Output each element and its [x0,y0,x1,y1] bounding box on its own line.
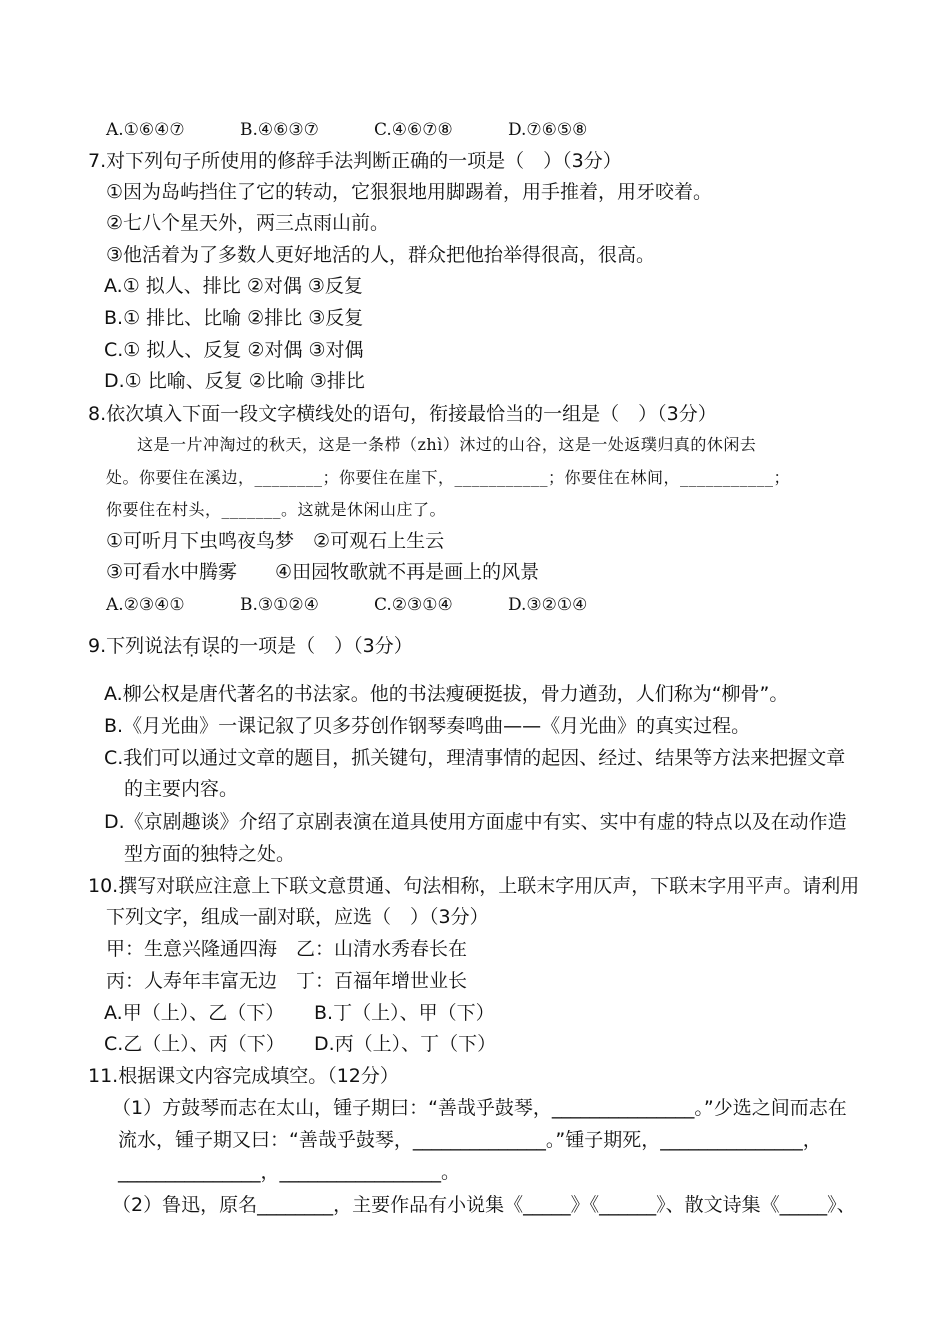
q7-option-d: D.① 比喻、反复 ②比喻 ③排比 [104,370,365,392]
q10-option-d: D.丙（上）、丁（下） [314,1033,497,1055]
q10-option-b: B.丁（上）、甲（下） [314,1002,495,1024]
q8-option-b: B.③①②④ [240,595,319,615]
q8-option-d: D.③②①④ [508,595,588,615]
q6-option-b: B.④⑥③⑦ [240,120,319,140]
q10-options-row-2 [104,1032,496,1056]
q8-option-a: A.②③④① [106,595,185,615]
q11-line-2: 流水，锺子期又曰：“善哉乎鼓琴，______________。”锺子期死，_______________， [118,1129,822,1151]
q10-stem-cont: 下列文字，组成一副对联，应选（ ）（3分） [106,906,489,928]
q8-item-2: ③可看水中腾雾 ④田园牧歌就不再是画上的风景 [106,561,540,583]
q10-options-row-1 [104,1001,495,1025]
q9-option-d-cont: 型方面的独特之处。 [124,843,296,865]
q7-item-2: ②七八个星天外，两三点雨山前。 [106,212,390,234]
q9-option-a: A.柳公权是唐代著名的书法家。他的书法瘦硬挺拔，骨力遒劲，人们称为“柳骨”。 [104,683,789,705]
q8-item-1: ①可听月下虫鸣夜鸟梦 ②可观石上生云 [106,530,445,552]
q9-option-c-cont: 的主要内容。 [124,778,239,800]
q7-option-a: A.① 拟人、排比 ②对偶 ③反复 [104,275,363,297]
q9-stem: 9.下列说法有误的一项是（ ）（3分） [88,635,413,657]
emphasis-dot-wu: 误 [201,635,221,657]
q10-item-1: 甲：生意兴隆通四海 乙：山清水秀春长在 [106,938,468,960]
q7-item-1: ①因为岛屿挡住了它的转动，它狠狠地用脚踢着，用手推着，用牙咬着。 [106,181,713,203]
q8-stem: 8.依次填入下面一段文字横线处的语句，衔接最恰当的一组是（ ）（3分） [88,403,717,425]
q9-option-d: D.《京剧趣谈》介绍了京剧表演在道具使用方面虚中有实、实中有虚的特点以及在动作造 [104,811,847,833]
q9-option-b: B.《月光曲》一课记叙了贝多芬创作钢琴奏鸣曲——《月光曲》的真实过程。 [104,715,751,737]
q10-option-a: A.甲（上）、乙（下） [104,1002,285,1024]
q7-stem: 7.对下列句子所使用的修辞手法判断正确的一项是（ ）（3分） [88,150,622,172]
q8-passage-line-2: 处。你要住在溪边，________；你要住在崖下，___________；你要住在林间，___________； [106,468,791,487]
q11-line-4: （2）鲁迅，原名________，主要作品有小说集《_____》《______》、散文诗集《_____》、 [112,1194,856,1216]
q11-line-3: _______________，_________________。 [118,1161,461,1183]
q6-option-a: A.①⑥④⑦ [106,120,185,140]
q8-passage-line-1: 这是一片冲淘过的秋天，这是一条栉（zhì）沐过的山谷，这是一处返璞归真的休闲去 [137,435,757,454]
q7-option-c: C.① 拟人、反复 ②对偶 ③对偶 [104,339,364,361]
q8-options [106,593,587,617]
q7-item-3: ③他活着为了多数人更好地活的人，群众把他抬举得很高，很高。 [106,244,656,266]
q8-option-c: C.②③①④ [374,595,453,615]
q6-options [106,118,587,142]
q11-line-1: （1）方鼓琴而志在太山，锺子期曰：“善哉乎鼓琴，_______________。”少选之间而志在 [112,1097,847,1119]
q8-passage-line-3: 你要住在村头，_______。这就是休闲山庄了。 [106,500,447,519]
q10-option-c: C.乙（上）、丙（下） [104,1033,285,1055]
q6-option-c: C.④⑥⑦⑧ [374,120,453,140]
emphasis-dot-you: 有 [182,635,202,657]
q9-option-c: C.我们可以通过文章的题目，抓关键句，理清事情的起因、经过、结果等方法来把握文章 [104,747,846,769]
q10-stem: 10.撰写对联应注意上下联文意贯通、句法相称，上联末字用仄声，下联末字用平声。请利用 [88,875,860,897]
q10-item-2: 丙：人寿年丰富无边 丁：百福年增世业长 [106,970,468,992]
q7-option-b: B.① 排比、比喻 ②排比 ③反复 [104,307,364,329]
q11-stem: 11.根据课文内容完成填空。（12分） [88,1065,399,1087]
q6-option-d: D.⑦⑥⑤⑧ [508,120,588,140]
